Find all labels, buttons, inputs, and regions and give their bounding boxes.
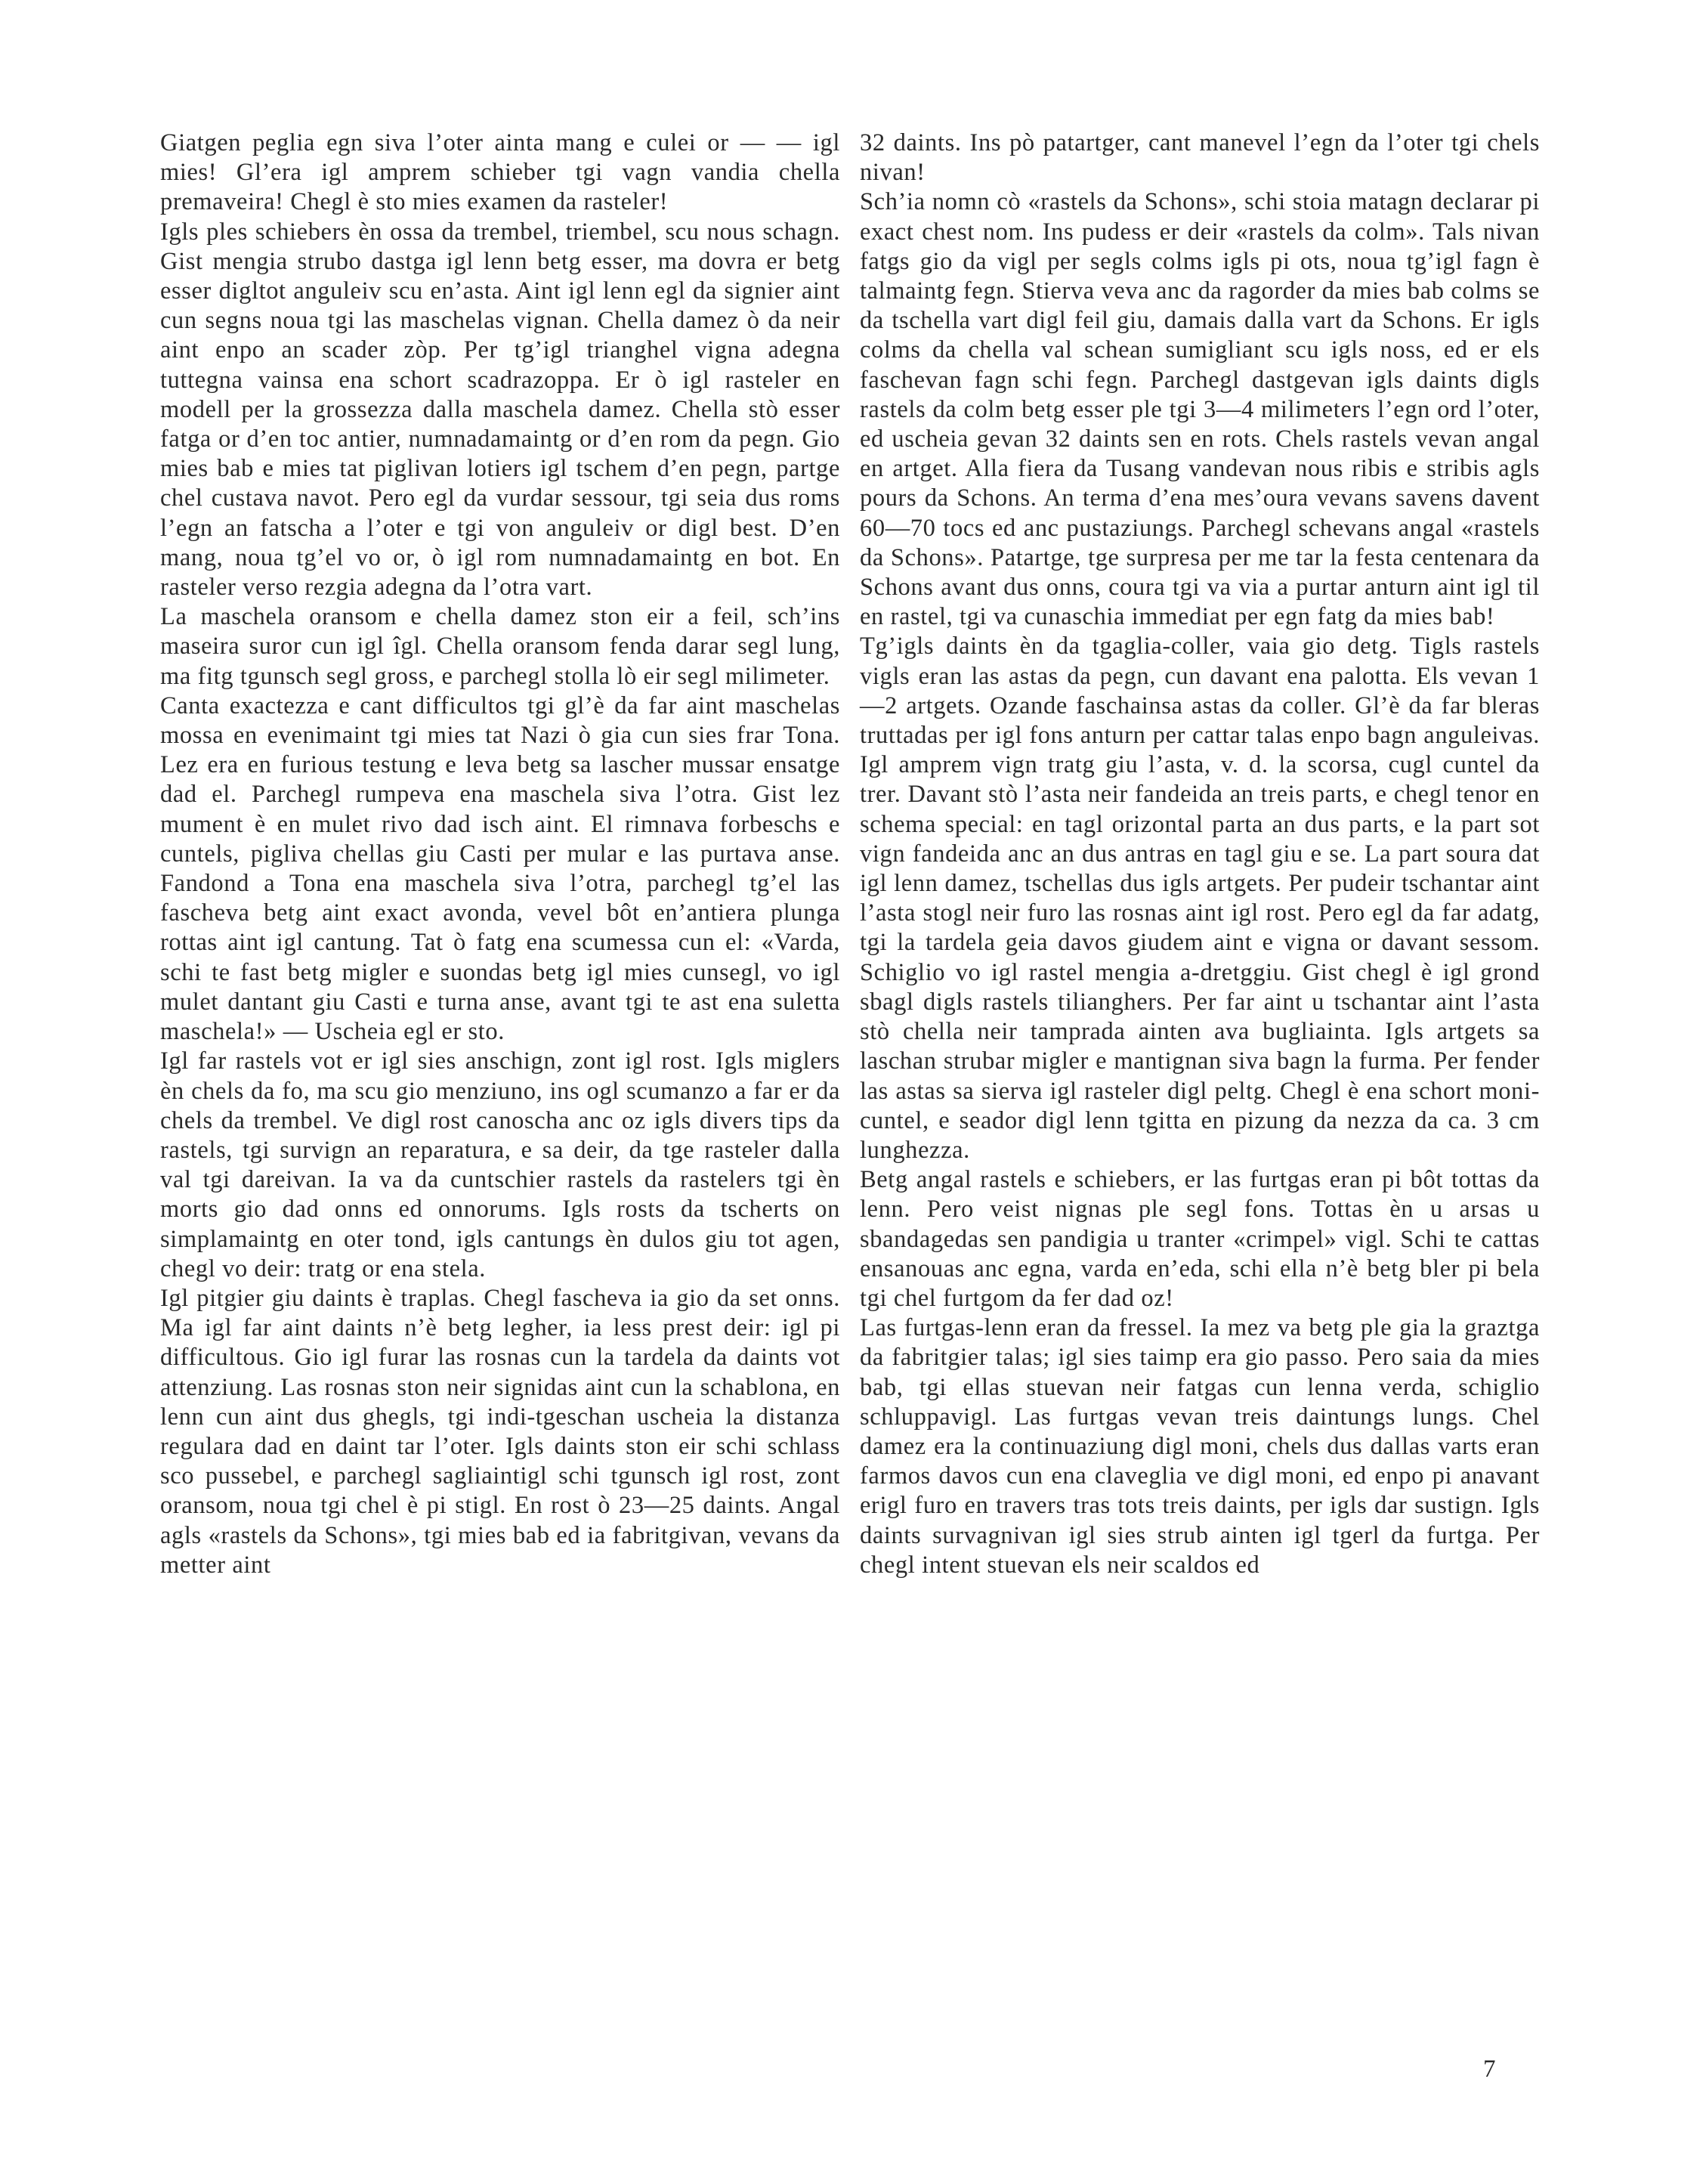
paragraph: La maschela oransom e chella damez ston eir a feil, sch’ins maseira suror cun igl îgl. Chella oransom fenda darar segl lung, ma fitg tgunsch segl gross, e parchegl stolla lò eir segl milimeter. (160, 603, 840, 690)
paragraph: Tg’igls daints èn da tgaglia-coller, vaia gio detg. Tigls rastels vigls eran las astas da pegn, cun davant ena palotta. Els vevan 1—2 artgets. Ozande faschainsa astas da coller. Gl’è da far bleras truttadas per igl fons anturn per cattar talas enpo bagn anguleivas. Igl amprem vign tratg giu l’asta, v. d. la scorsa, cugl cuntel da trer. Davant stò l’asta neir fandeida an treis parts, e chegl tenor en schema special: en tagl orizontal parta an dus parts, e la part sot vign fandeida anc an dus antras en tagl giu e se. La part soura dat igl lenn damez, tschellas dus igls artgets. Per pudeir tschantar aint l’asta stogl neir furo las rosnas aint igl rost. Pero egl da far adatg, tgi la tardela geia davos giudem aint e vigna or davant sessom. Schiglio vo igl rastel mengia a-dretggiu. Gist chegl è igl grond sbagl digls rastels tilianghers. Per far aint u tschantar aint l’asta stò chella neir tamprada ainten ava bugliainta. Igls artgets sa laschan strubar migler e mantignan siva bagn la furma. Per fender las astas sa sierva igl rasteler digl peltg. Chegl è ena schort moni-cuntel, e seador digl lenn tgitta en pizung da nezza da ca. 3 cm lunghezza. (860, 633, 1540, 1164)
paragraph: Betg angal rastels e schiebers, er las furtgas eran pi bôt tottas da lenn. Pero veist nignas ple segl fons. Tottas èn u arsas u sbandagedas sen pandigia u tranter «crimpel» vigl. Schi te cattas ensanouas anc egna, varda en’eda, schi ella n’è betg bler pi bela tgi chel furtgom da fer dad oz! (860, 1166, 1540, 1312)
paragraph: Sch’ia nomn cò «rastels da Schons», schi stoia matagn declarar pi exact chest nom. Ins pudess er deir «rastels da colm». Tals nivan fatgs gio da vigl per segls colms igls pi ots, noua tg’igl fagn è talmaintg fegn. Stierva veva anc da ragorder da mies bab colms se da tschella vart digl feil giu, damais dalla vart da Schons. Er igls colms da chella val schean sumigliant scu igls noss, ed er els faschevan fagn schi fegn. Parchegl dastgevan igls daints digls rastels da colm betg esser ple tgi 3—4 milimeters l’egn ord l’oter, ed uscheia gevan 32 daints sen en rots. Chels rastels vevan angal en artget. Alla fiera da Tusang vandevan nous ribis e stribis agls pours da Schons. An terma d’ena mes’oura vevans savens davent 60—70 tocs ed anc pustaziungs. Parchegl schevans angal «rastels da Schons». Patartge, tge surpresa per me tar la festa centenara da Schons avant dus onns, coura tgi va via a purtar anturn aint igl til en rastel, tgi va cunaschia immediat per egn fatg da mies bab! (860, 188, 1540, 631)
right-text-column (860, 128, 1540, 1580)
paragraph: 32 daints. Ins pò patartger, cant manevel l’egn da l’oter tgi chels nivan! (860, 129, 1540, 187)
paragraph: Giatgen peglia egn siva l’oter ainta mang e culei or — — igl mies! Gl’era igl amprem schieber tgi vagn vandia chella premaveira! Chegl è sto mies examen da rasteler! (160, 129, 840, 216)
paragraph: Igl far rastels vot er igl sies anschign, zont igl rost. Igls miglers èn chels da fo, ma scu gio menziuno, ins ogl scumanzo a far er da chels da trembel. Ve digl rost canoscha anc oz igls divers tips da rastels, tgi survign an reparatura, e sa deir, da tge rasteler dalla val tgi dareivan. Ia va da cuntschier rastels da rastelers tgi èn morts gio dad onns ed onnorums. Igls rosts da tscherts on simplamaintg en oter tond, igls cantungs èn dulos giu tot agen, chegl vo deir: tratg or ena stela. (160, 1047, 840, 1282)
paragraph: Canta exactezza e cant difficultos tgi gl’è da far aint maschelas mossa en evenimaint tgi mies tat Nazi ò gia cun sies frar Tona. Lez era en furious testung e leva betg sa lascher mussar ensatge dad el. Parchegl rumpeva ena maschela siva l’otra. Gist lez mument è en mulet rivo dad isch aint. El rimnava forbeschs e cuntels, pigliva chellas giu Casti per mular e las purtava anse. Fandond a Tona ena maschela siva l’otra, parchegl tg’el las fascheva betg aint exact avonda, vevel bôt en’antiera plunga rottas aint igl cantung. Tat ò fatg ena scumessa cun el: «Varda, schi te fast betg migler e suondas betg igl mies cunsegl, vo igl mulet dantant giu Casti e turna anse, avant tgi te ast ena suletta maschela!» — Uscheia egl er sto. (160, 691, 840, 1046)
paragraph: Igl pitgier giu daints è traplas. Chegl fascheva ia gio da set onns. Ma igl far aint daints n’è betg legher, ia less prest deir: igl pi difficultous. Gio igl furar las rosnas cun la tardela da daints vot attenziung. Las rosnas ston neir signidas aint cun la schablona, en lenn cun aint dus ghegls, tgi indi-tgeschan uscheia la distanza regulara dad en daint tar l’oter. Igls daints ston eir schi schlass sco pussebel, e parchegl sagliaintigl schi tgunsch igl rost, zont oransom, noua tgi chel è pi stigl. En rost ò 23—25 daints. Angal agls «rastels da Schons», tgi mies bab ed ia fabritgivan, vevans da metter aint (160, 1284, 840, 1579)
paragraph: Igls ples schiebers èn ossa da trembel, triembel, scu nous schagn. Gist mengia strubo dastga igl lenn betg esser, ma dovra er betg esser digltot anguleiv scu en’asta. Aint igl lenn egl da signier aint cun segns noua tgi las maschelas vignan. Chella damez ò da neir aint enpo an scader zòp. Per tg’igl trianghel vigna adegna tuttegna vainsa ena schort scadrazoppa. Er ò igl rasteler en modell per la grossezza dalla maschela damez. Chella stò esser fatga or d’en toc antier, numnadamaintg or d’en rom da pegn. Gio mies bab e mies tat piglivan lotiers igl tschem d’en pegn, partge chel custava navot. Pero egl da vurdar sessour, tgi seia dus roms l’egn an fatscha a l’oter e tgi von anguleiv or digl best. D’en mang, noua tg’el vo or, ò igl rom numnadamaintg en bot. En rasteler verso rezgia adegna da l’otra vart. (160, 218, 840, 602)
page-number: 7 (1483, 2056, 1496, 2083)
paragraph: Las furtgas-lenn eran da fressel. Ia mez va betg ple gia la graztga da fabritgier talas; igl sies taimp era gio passo. Pero saia da mies bab, tgi ellas stuevan neir fatgas cun lenna verda, schiglio schluppavigl. Las furtgas vevan treis daintungs lungs. Chel damez era la continuaziung digl moni, chels dus dallas varts eran farmos davos cun ena claveglia ve digl moni, ed enpo pi anavant erigl furo en travers tras tots treis daints, per igls dar sustign. Igls daints survagnivan igl sies strub ainten igl tgerl da furtga. Per chegl intent stuevan els neir scaldos ed (860, 1314, 1540, 1579)
left-text-column (160, 128, 840, 1580)
